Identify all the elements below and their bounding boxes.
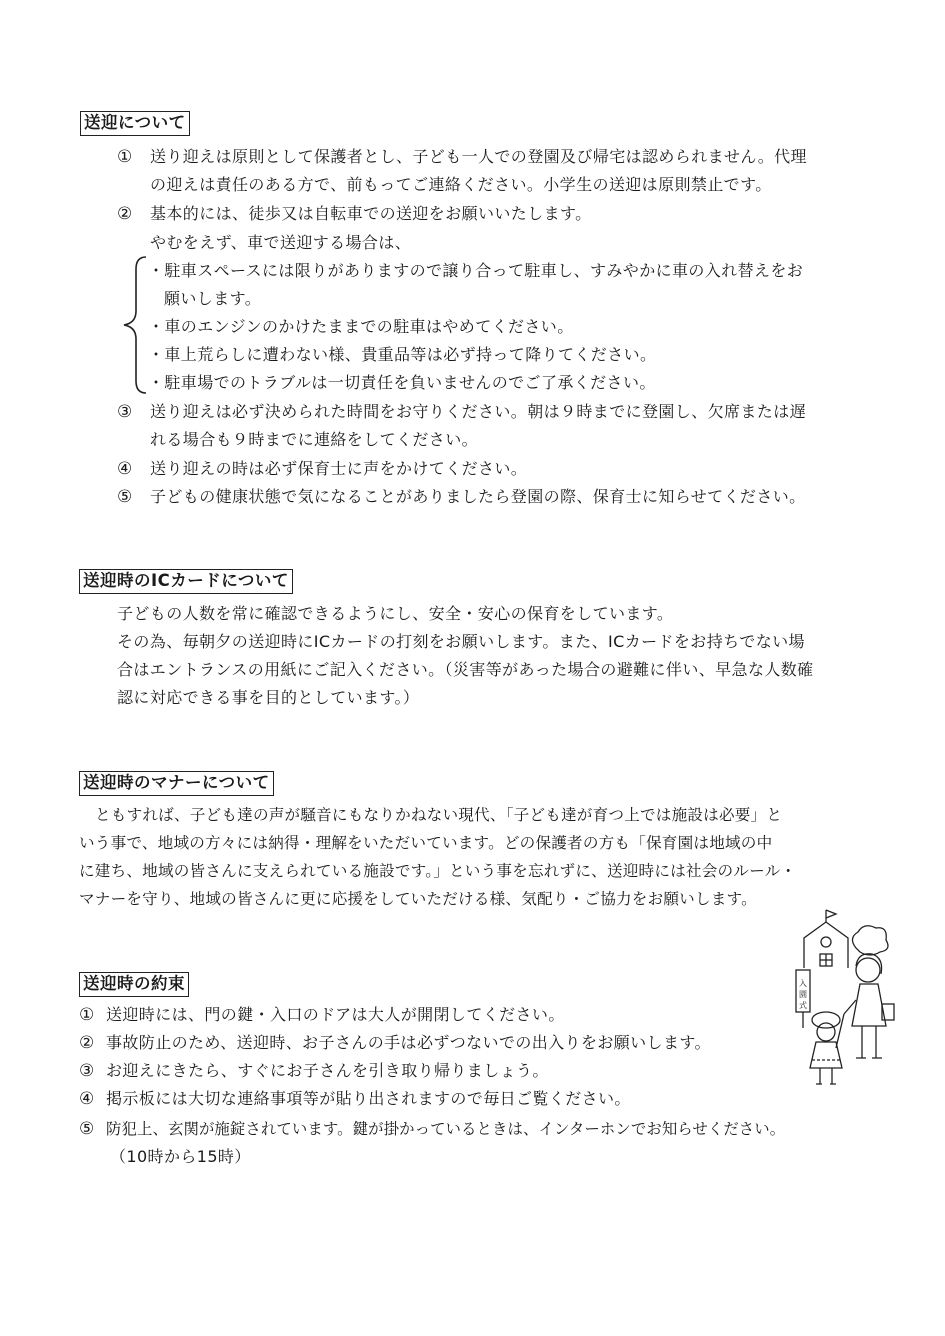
item-text: 送り迎えは必ず決められた時間をお守りください。朝は９時までに登園し、欠席または遅 — [150, 402, 807, 421]
paragraph-line: その為、毎朝夕の送迎時にICカードの打刻をお願いします。また、ICカードをお持ちでない場 — [117, 632, 805, 651]
paragraph-line: マナーを守り、地域の皆さんに更に応援をしていただける様、気配り・ご協力をお願いします。 — [79, 890, 757, 908]
svg-text:式: 式 — [799, 1001, 807, 1010]
paragraph-line: 子どもの人数を常に確認できるようにし、安全・安心の保育をしています。 — [117, 604, 674, 623]
time-note: （10時から15時） — [110, 1147, 251, 1166]
car-bullet: ・駐車スペースには限りがありますので譲り合って駐車し、すみやかに車の入れ替えをお — [148, 261, 804, 280]
item-number: ① — [79, 1005, 95, 1025]
section-heading-ic-card: 送迎時のICカードについて — [79, 569, 293, 594]
entrance-ceremony-illustration — [786, 908, 901, 1098]
brace-icon — [120, 255, 150, 395]
paragraph-line: 合はエントランスの用紙にご記入ください。（災害等があった場合の避難に伴い、早急な人数確 — [117, 660, 814, 679]
svg-text:園: 園 — [799, 990, 807, 999]
item-text: 送迎時には、門の鍵・入口のドアは大人が開閉してください。 — [106, 1005, 565, 1024]
item-text: の迎えは責任のある方で、前もってご連絡ください。小学生の送迎は原則禁止です。 — [150, 175, 772, 194]
item-number: ⑤ — [117, 487, 133, 507]
item-number: ① — [117, 147, 133, 167]
svg-text:入: 入 — [799, 979, 807, 988]
section-heading-pickup: 送迎について — [80, 111, 190, 136]
item-number: ② — [117, 204, 133, 224]
item-number: ③ — [117, 402, 133, 422]
item-text: れる場合も９時までに連絡をしてください。 — [150, 430, 479, 449]
item-text: お迎えにきたら、すぐにお子さんを引き取り帰りましょう。 — [106, 1061, 549, 1080]
paragraph-line: に建ち、地域の皆さんに支えられている施設です。」という事を忘れずに、送迎時には社会のルール・ — [79, 862, 797, 880]
item-text: 子どもの健康状態で気になることがありましたら登園の際、保育士に知らせてください。 — [150, 487, 806, 506]
item-number: ③ — [79, 1061, 95, 1081]
item-text: 掲示板には大切な連絡事項等が貼り出されますので毎日ご覧ください。 — [106, 1089, 631, 1108]
paragraph-line: ともすれば、子ども達の声が騒音にもなりかねない現代、「子ども達が育つ上では施設は必要」と — [95, 806, 783, 824]
item-number: ④ — [79, 1089, 95, 1109]
item-number: ⑤ — [79, 1119, 95, 1139]
section-heading-manners: 送迎時のマナーについて — [79, 771, 274, 796]
section-heading-promises: 送迎時の約束 — [79, 972, 189, 997]
item-number: ② — [79, 1033, 95, 1053]
item-text: 事故防止のため、送迎時、お子さんの手は必ずつないでの出入りをお願いします。 — [106, 1033, 711, 1052]
car-bullet: ・駐車場でのトラブルは一切責任を負いませんのでご了承ください。 — [148, 373, 656, 392]
item-text: 送り迎えは原則として保護者とし、子ども一人での登園及び帰宅は認められません。代理 — [150, 147, 807, 166]
car-bullet: ・車上荒らしに遭わない様、貴重品等は必ず持って降りてください。 — [148, 345, 657, 364]
item-text: 送り迎えの時は必ず保育士に声をかけてください。 — [150, 459, 528, 478]
item-text: 防犯上、玄関が施錠されています。鍵が掛かっているときは、インターホンでお知らせください。 — [106, 1120, 786, 1138]
item-number: ④ — [117, 459, 133, 479]
item-text: 基本的には、徒歩又は自転車での送迎をお願いいたします。 — [150, 204, 592, 223]
paragraph-line: 認に対応できる事を目的としています。） — [117, 688, 420, 707]
car-bullet: 願いします。 — [164, 289, 262, 308]
paragraph-line: いう事で、地域の方々には納得・理解をいただいています。どの保護者の方も「保育園は地域の中 — [79, 834, 773, 852]
car-bullet: ・車のエンジンのかけたままでの駐車はやめてください。 — [148, 317, 574, 336]
item-text: やむをえず、車で送迎する場合は、 — [150, 233, 412, 252]
